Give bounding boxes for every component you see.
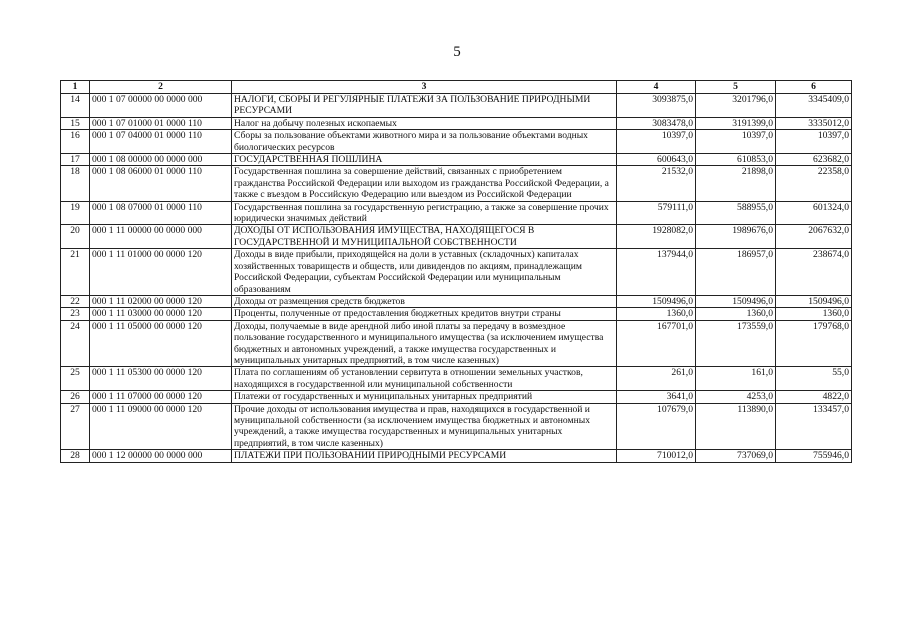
revenue-name: Платежи от государственных и муниципальных унитарных предприятий xyxy=(232,391,617,403)
value-col-4: 3083478,0 xyxy=(617,117,696,129)
value-col-4: 107679,0 xyxy=(617,403,696,450)
value-col-5: 4253,0 xyxy=(696,391,776,403)
revenue-name: Сборы за пользование объектами животного мира и за пользование объектами водных биологических ресурсов xyxy=(232,130,617,154)
value-col-6: 2067632,0 xyxy=(776,225,852,249)
row-number: 23 xyxy=(61,308,90,320)
table-row xyxy=(61,450,852,462)
column-header: 5 xyxy=(696,81,776,94)
value-col-6: 22358,0 xyxy=(776,166,852,201)
revenue-name: Прочие доходы от использования имущества и прав, находящихся в государственной и муниципальной собственности (за исключением имущества бюджетных и автономных учреждений, а также имущества государственных и муниципальных унитарных предприятий, в том числе казенных) xyxy=(232,403,617,450)
value-col-6: 10397,0 xyxy=(776,130,852,154)
row-number: 21 xyxy=(61,249,90,296)
budget-code: 000 1 08 00000 00 0000 000 xyxy=(90,154,232,166)
row-number: 15 xyxy=(61,117,90,129)
revenue-name: Доходы, получаемые в виде арендной либо иной платы за передачу в возмездное пользование государственного и муниципального имущества (за исключением имущества бюджетных и автономных учреждений, а также имущества государственных и муниципальных унитарных предприятий, в том числе казенных) xyxy=(232,320,617,367)
revenue-name: Налог на добычу полезных ископаемых xyxy=(232,117,617,129)
column-header: 4 xyxy=(617,81,696,94)
value-col-6: 55,0 xyxy=(776,367,852,391)
row-number: 25 xyxy=(61,367,90,391)
row-number: 17 xyxy=(61,154,90,166)
revenue-name: Государственная пошлина за совершение действий, связанных с приобретением гражданства Российской Федерации или выходом из гражданства Российской Федерации, а также с въездом в Российскую Федерацию или выездом из Российской Федерации xyxy=(232,166,617,201)
page-number: 5 xyxy=(453,44,461,60)
table-row xyxy=(61,94,852,118)
column-header: 3 xyxy=(232,81,617,94)
value-col-5: 3191399,0 xyxy=(696,117,776,129)
row-number: 20 xyxy=(61,225,90,249)
row-number: 24 xyxy=(61,320,90,367)
revenue-name: ПЛАТЕЖИ ПРИ ПОЛЬЗОВАНИИ ПРИРОДНЫМИ РЕСУРСАМИ xyxy=(232,450,617,462)
value-col-6: 133457,0 xyxy=(776,403,852,450)
table-row xyxy=(61,166,852,201)
column-header: 1 xyxy=(61,81,90,94)
value-col-4: 1928082,0 xyxy=(617,225,696,249)
table-body xyxy=(61,94,852,463)
value-col-5: 1989676,0 xyxy=(696,225,776,249)
value-col-4: 1360,0 xyxy=(617,308,696,320)
table-row xyxy=(61,403,852,450)
value-col-6: 601324,0 xyxy=(776,201,852,225)
budget-code: 000 1 11 09000 00 0000 120 xyxy=(90,403,232,450)
budget-code: 000 1 11 00000 00 0000 000 xyxy=(90,225,232,249)
value-col-5: 1509496,0 xyxy=(696,295,776,307)
value-col-6: 238674,0 xyxy=(776,249,852,296)
budget-code: 000 1 11 03000 00 0000 120 xyxy=(90,308,232,320)
value-col-6: 179768,0 xyxy=(776,320,852,367)
row-number: 28 xyxy=(61,450,90,462)
row-number: 16 xyxy=(61,130,90,154)
value-col-4: 167701,0 xyxy=(617,320,696,367)
budget-code: 000 1 07 01000 01 0000 110 xyxy=(90,117,232,129)
value-col-5: 161,0 xyxy=(696,367,776,391)
table-row xyxy=(61,320,852,367)
value-col-4: 21532,0 xyxy=(617,166,696,201)
table-header-row xyxy=(61,81,852,94)
value-col-5: 588955,0 xyxy=(696,201,776,225)
value-col-5: 173559,0 xyxy=(696,320,776,367)
column-header: 2 xyxy=(90,81,232,94)
value-col-6: 755946,0 xyxy=(776,450,852,462)
value-col-4: 1509496,0 xyxy=(617,295,696,307)
table-row xyxy=(61,367,852,391)
value-col-4: 261,0 xyxy=(617,367,696,391)
revenue-name: Государственная пошлина за государственную регистрацию, а также за совершение прочих юридически значимых действий xyxy=(232,201,617,225)
budget-code: 000 1 11 05000 00 0000 120 xyxy=(90,320,232,367)
table-row xyxy=(61,249,852,296)
revenue-table xyxy=(60,80,852,463)
budget-code: 000 1 11 05300 00 0000 120 xyxy=(90,367,232,391)
value-col-5: 3201796,0 xyxy=(696,94,776,118)
budget-code: 000 1 11 07000 00 0000 120 xyxy=(90,391,232,403)
row-number: 18 xyxy=(61,166,90,201)
value-col-4: 600643,0 xyxy=(617,154,696,166)
budget-code: 000 1 12 00000 00 0000 000 xyxy=(90,450,232,462)
revenue-name: Доходы в виде прибыли, приходящейся на доли в уставных (складочных) капиталах хозяйственных товариществ и обществ, или дивидендов по акциям, принадлежащим Российской Федерации, субъектам Российской Федерации или муниципальным образованиям xyxy=(232,249,617,296)
budget-code: 000 1 07 00000 00 0000 000 xyxy=(90,94,232,118)
value-col-6: 1360,0 xyxy=(776,308,852,320)
column-header: 6 xyxy=(776,81,852,94)
value-col-6: 3345409,0 xyxy=(776,94,852,118)
value-col-4: 3641,0 xyxy=(617,391,696,403)
row-number: 19 xyxy=(61,201,90,225)
budget-code: 000 1 11 02000 00 0000 120 xyxy=(90,295,232,307)
budget-code: 000 1 08 07000 01 0000 110 xyxy=(90,201,232,225)
budget-code: 000 1 11 01000 00 0000 120 xyxy=(90,249,232,296)
table-row xyxy=(61,391,852,403)
row-number: 27 xyxy=(61,403,90,450)
value-col-4: 10397,0 xyxy=(617,130,696,154)
value-col-6: 3335012,0 xyxy=(776,117,852,129)
row-number: 14 xyxy=(61,94,90,118)
table-row xyxy=(61,130,852,154)
row-number: 26 xyxy=(61,391,90,403)
value-col-6: 1509496,0 xyxy=(776,295,852,307)
value-col-5: 737069,0 xyxy=(696,450,776,462)
table-row xyxy=(61,295,852,307)
revenue-name: ДОХОДЫ ОТ ИСПОЛЬЗОВАНИЯ ИМУЩЕСТВА, НАХОДЯЩЕГОСЯ В ГОСУДАРСТВЕННОЙ И МУНИЦИПАЛЬНОЙ СОБСТВЕННОСТИ xyxy=(232,225,617,249)
table-row xyxy=(61,225,852,249)
revenue-name: НАЛОГИ, СБОРЫ И РЕГУЛЯРНЫЕ ПЛАТЕЖИ ЗА ПОЛЬЗОВАНИЕ ПРИРОДНЫМИ РЕСУРСАМИ xyxy=(232,94,617,118)
value-col-6: 4822,0 xyxy=(776,391,852,403)
value-col-5: 113890,0 xyxy=(696,403,776,450)
value-col-5: 186957,0 xyxy=(696,249,776,296)
revenue-name: Проценты, полученные от предоставления бюджетных кредитов внутри страны xyxy=(232,308,617,320)
value-col-6: 623682,0 xyxy=(776,154,852,166)
value-col-4: 710012,0 xyxy=(617,450,696,462)
value-col-4: 579111,0 xyxy=(617,201,696,225)
table-row xyxy=(61,117,852,129)
value-col-5: 10397,0 xyxy=(696,130,776,154)
value-col-4: 3093875,0 xyxy=(617,94,696,118)
table-row xyxy=(61,154,852,166)
revenue-name: ГОСУДАРСТВЕННАЯ ПОШЛИНА xyxy=(232,154,617,166)
value-col-4: 137944,0 xyxy=(617,249,696,296)
table-row xyxy=(61,308,852,320)
table-row xyxy=(61,201,852,225)
row-number: 22 xyxy=(61,295,90,307)
value-col-5: 610853,0 xyxy=(696,154,776,166)
value-col-5: 1360,0 xyxy=(696,308,776,320)
revenue-name: Доходы от размещения средств бюджетов xyxy=(232,295,617,307)
budget-code: 000 1 08 06000 01 0000 110 xyxy=(90,166,232,201)
value-col-5: 21898,0 xyxy=(696,166,776,201)
budget-code: 000 1 07 04000 01 0000 110 xyxy=(90,130,232,154)
revenue-name: Плата по соглашениям об установлении сервитута в отношении земельных участков, находящихся в государственной или муниципальной собственности xyxy=(232,367,617,391)
